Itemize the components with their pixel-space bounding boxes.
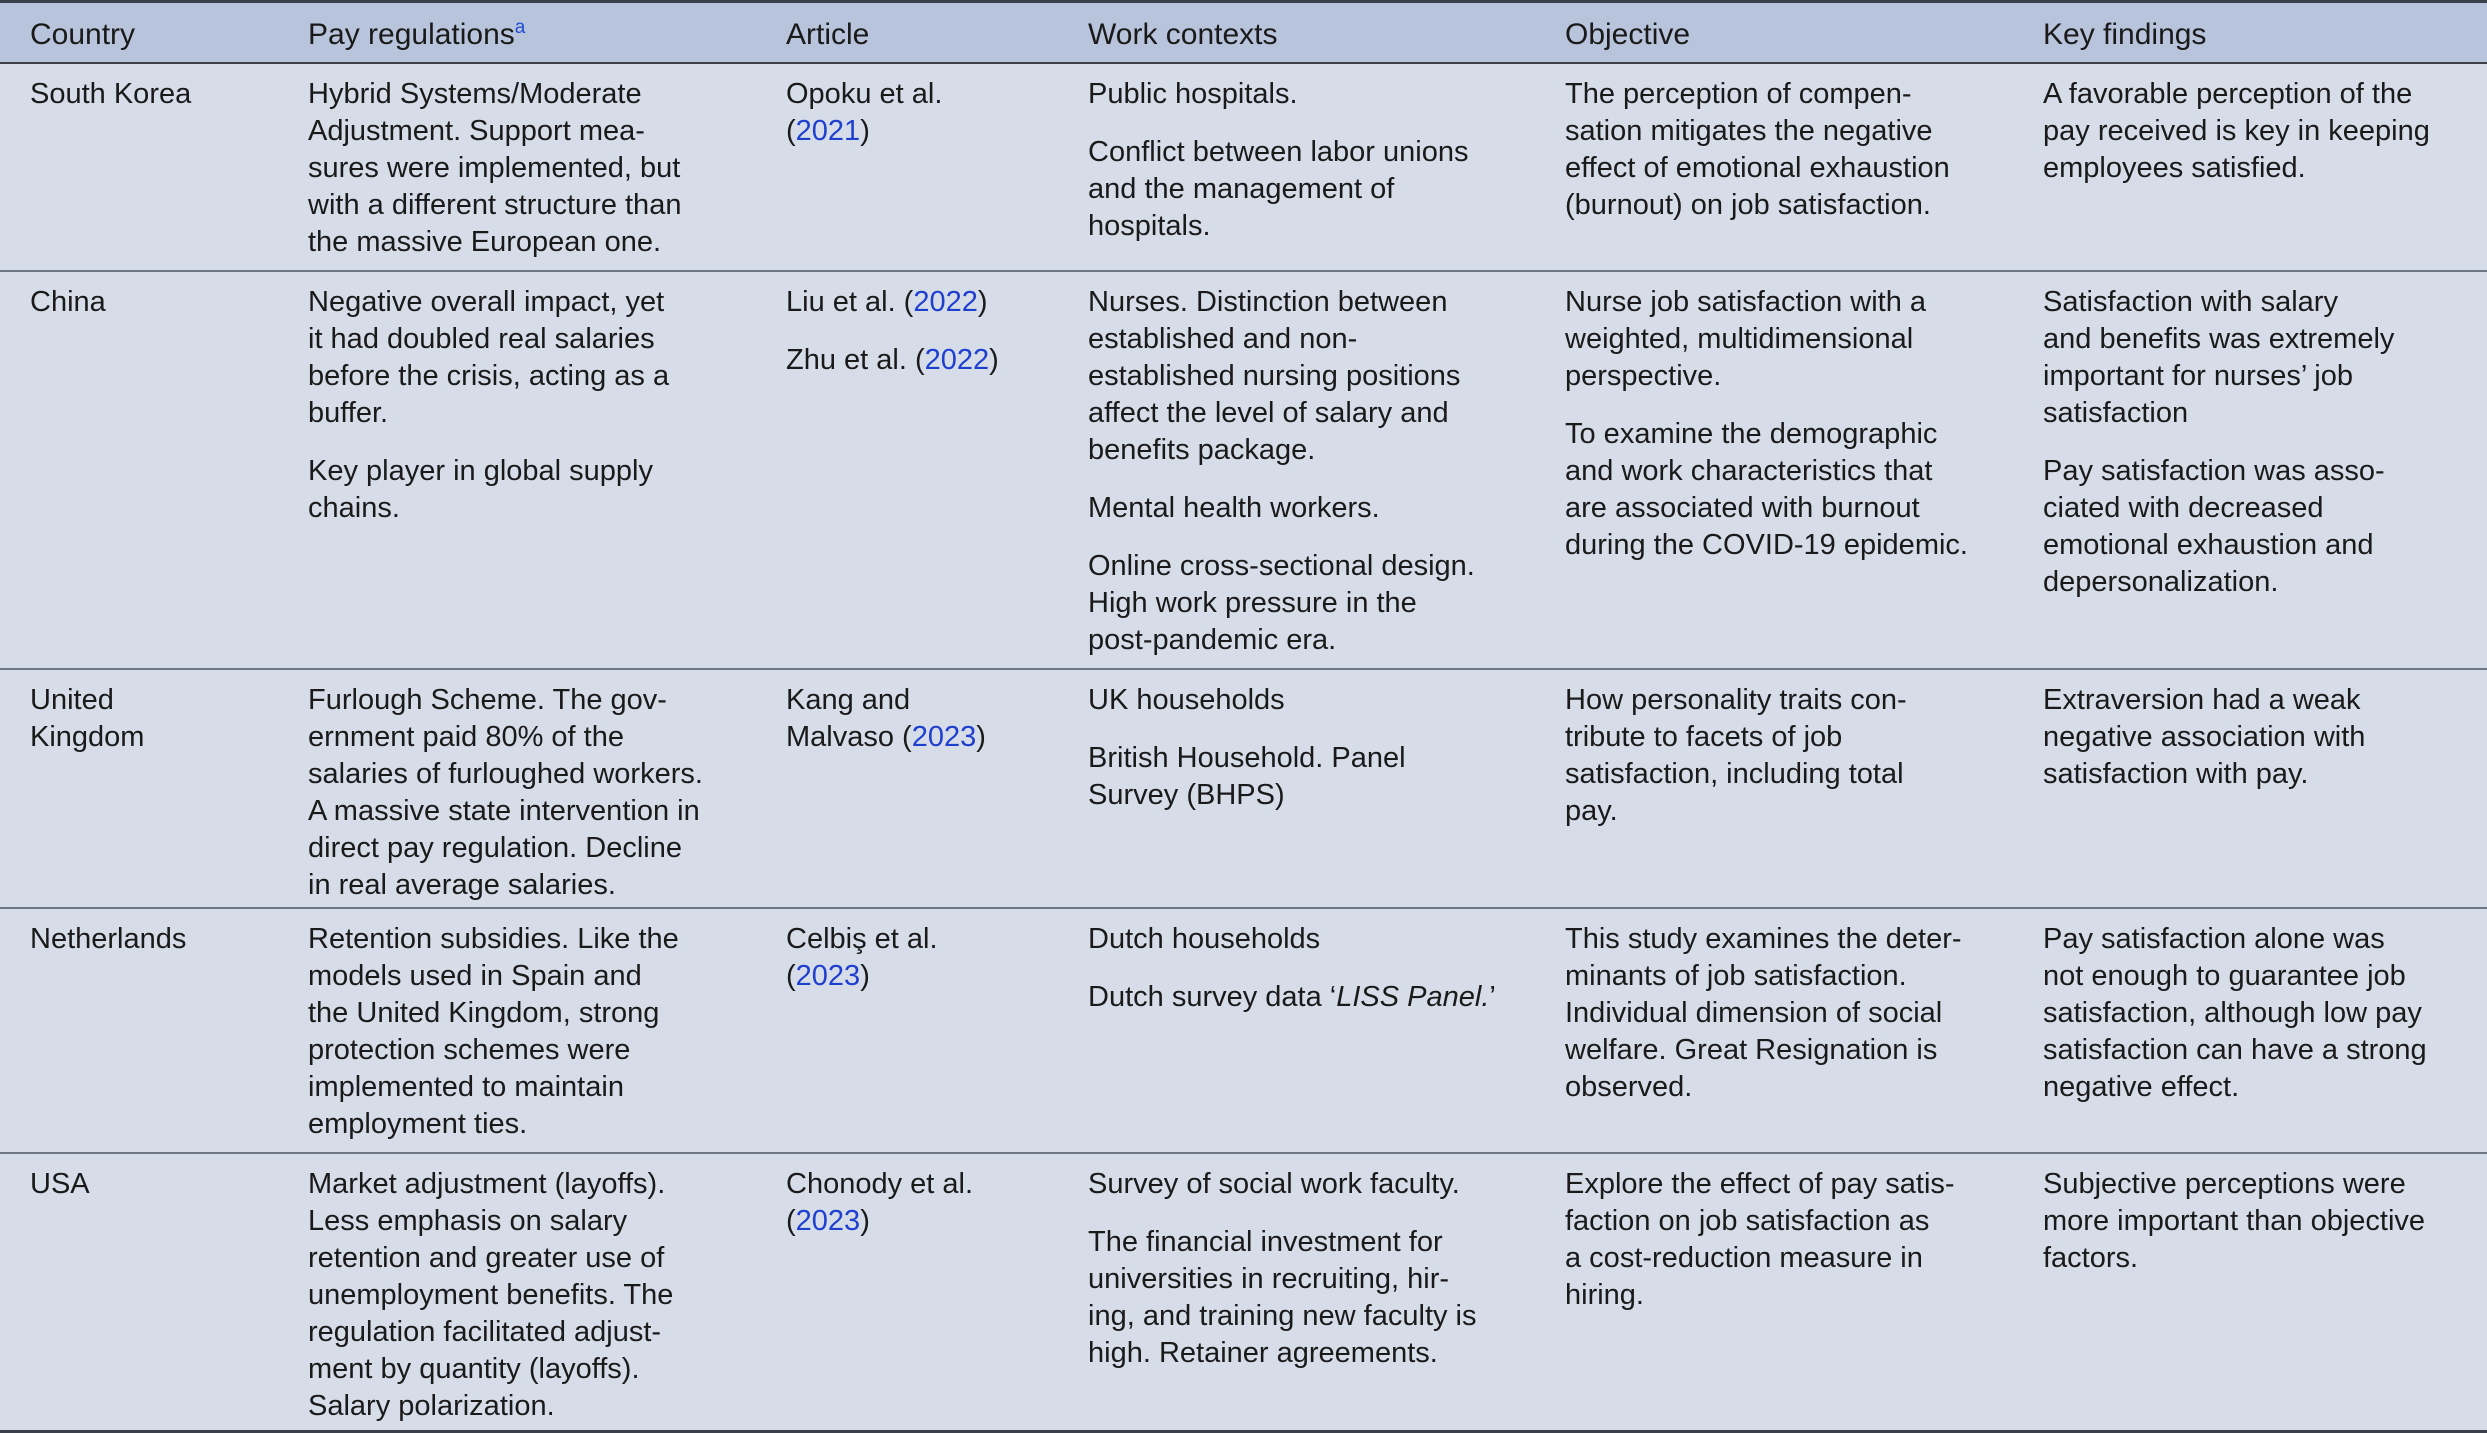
paragraph: Hybrid Systems/Moderate Adjustment. Support mea- sures were implemented, but with a different structure than the massive European one. [308, 78, 682, 258]
header-objective: Objective [1565, 18, 1691, 51]
paragraph: Extraversion had a weak negative association with satisfaction with pay. [2043, 684, 2366, 790]
paragraph: Conflict between labor unions and the management of hospitals. [1088, 136, 1469, 242]
article-cell [786, 284, 1066, 379]
paragraph: How personality traits con- tribute to facets of job satisfaction, including total pay. [1565, 684, 1907, 827]
pay-regulations-cell [308, 682, 768, 904]
country-cell: Netherlands [30, 923, 187, 955]
paragraph: Nurse job satisfaction with a weighted, multidimensional perspective. [1565, 286, 1927, 392]
citation-year-link[interactable]: 2022 [924, 344, 990, 376]
paragraph: Subjective perceptions were more important than objective factors. [2043, 1168, 2426, 1274]
article-cell [786, 76, 1066, 150]
header-article: Article [786, 18, 870, 51]
table-row [0, 64, 2487, 272]
citation-close: ) [860, 115, 870, 147]
paragraph: Furlough Scheme. The gov- ernment paid 80% of the salaries of furloughed workers. A massive state intervention in direct pay regulation. Decline in real average salaries. [308, 684, 703, 901]
citation-year-link[interactable]: 2023 [795, 960, 861, 992]
paragraph: Dutch households [1088, 923, 1321, 955]
country-cell: United Kingdom [30, 684, 145, 753]
citation-year-link[interactable]: 2023 [911, 721, 977, 753]
work-contexts-cell [1088, 921, 1508, 1016]
citation [786, 682, 1066, 756]
work-contexts-cell [1088, 1166, 1508, 1372]
paragraph: This study examines the deter- minants of job satisfaction. Individual dimension of social welfare. Great Resignation is observed. [1565, 923, 1962, 1103]
article-cell [786, 1166, 1066, 1240]
paragraph: British Household. Panel Survey (BHPS) [1088, 742, 1406, 811]
paragraph: Survey of social work faculty. [1088, 1168, 1460, 1200]
paragraph: Negative overall impact, yet it had doubled real salaries before the crisis, acting as a buffer. [308, 286, 670, 429]
header-work-contexts: Work contexts [1088, 18, 1278, 51]
paragraph: A favorable perception of the pay received is key in keeping employees satisfied. [2043, 78, 2430, 184]
paragraph: Nurses. Distinction between established and non- established nursing positions affect the level of salary and benefits package. [1088, 286, 1461, 466]
citation-year-link[interactable]: 2021 [795, 115, 861, 147]
table-row [0, 1154, 2487, 1433]
key-findings-cell [2043, 76, 2473, 187]
paragraph: To examine the demographic and work characteristics that are associated with burnout during the COVID-19 epidemic. [1565, 418, 1968, 561]
paragraph: Satisfaction with salary and benefits was extremely important for nurses’ job satisfaction [2043, 286, 2395, 429]
citation [786, 1166, 1066, 1240]
citation-author: Liu et al. ( [786, 286, 914, 318]
article-cell [786, 682, 1066, 756]
header-country: Country [30, 18, 136, 51]
header-pay-regulations-label: Pay regulations [308, 18, 515, 51]
paragraph: The financial investment for universities in recruiting, hir- ing, and training new faculty is high. Retainer agreements. [1088, 1226, 1477, 1369]
footnote-marker[interactable]: a [514, 17, 526, 38]
work-contexts-cell [1088, 76, 1508, 245]
citation [786, 342, 1066, 379]
key-findings-cell [2043, 1166, 2473, 1277]
citation-author: Celbiş et al. ( [786, 923, 938, 992]
header-pay-regulations [308, 17, 768, 53]
article-cell [786, 921, 1066, 995]
citation [786, 284, 1066, 321]
citation-year-link[interactable]: 2022 [913, 286, 978, 318]
pay-regulations-cell [308, 76, 768, 261]
header-key-findings: Key findings [2043, 18, 2207, 51]
paragraph: The perception of compen- sation mitigates the negative effect of emotional exhaustion (burnout) on job satisfaction. [1565, 78, 1950, 221]
objective-cell [1565, 1166, 1995, 1314]
country-cell: USA [30, 1168, 90, 1200]
paragraph: Online cross-sectional design. High work pressure in the post-pandemic era. [1088, 550, 1475, 656]
paragraph: Public hospitals. [1088, 78, 1298, 110]
citation-author: Chonody et al. ( [786, 1168, 974, 1237]
key-findings-cell [2043, 921, 2473, 1106]
objective-cell [1565, 284, 1995, 564]
key-findings-cell [2043, 284, 2473, 601]
pay-regulations-cell [308, 921, 768, 1143]
survey-prefix: Dutch survey data ‘ [1088, 981, 1337, 1013]
paragraph: Mental health workers. [1088, 492, 1380, 524]
citation-author: Kang and Malvaso ( [786, 684, 912, 753]
objective-cell [1565, 682, 1995, 830]
paragraph: Explore the effect of pay satis- faction on job satisfaction as a cost-reduction measure in hiring. [1565, 1168, 1955, 1311]
objective-cell [1565, 76, 1995, 224]
survey-name: LISS Panel. [1336, 981, 1490, 1013]
table-row [0, 909, 2487, 1154]
table-row [0, 670, 2487, 909]
citation-author: Opoku et al. ( [786, 78, 943, 147]
citation-year-link[interactable]: 2023 [795, 1205, 861, 1237]
key-findings-cell [2043, 682, 2473, 793]
citation-author: Zhu et al. ( [786, 344, 925, 376]
survey-suffix: ’ [1489, 981, 1496, 1013]
citation-close: ) [989, 344, 999, 376]
citation-close: ) [976, 721, 986, 753]
country-cell: South Korea [30, 78, 192, 110]
paragraph [1088, 979, 1508, 1016]
paragraph: UK households [1088, 684, 1285, 716]
work-contexts-cell [1088, 284, 1508, 659]
citation-close: ) [860, 1205, 870, 1237]
paragraph: Retention subsidies. Like the models used in Spain and the United Kingdom, strong protection schemes were implemented to maintain employment ties. [308, 923, 679, 1140]
paragraph: Market adjustment (layoffs). Less emphasis on salary retention and greater use of unemployment benefits. The regulation facilitated adjust- ment by quantity (layoffs). Salary polarization. [308, 1168, 674, 1422]
country-cell: China [30, 286, 106, 318]
work-contexts-cell [1088, 682, 1508, 814]
pay-regulations-cell [308, 284, 768, 527]
objective-cell [1565, 921, 1995, 1106]
citation-close: ) [860, 960, 870, 992]
citation-close: ) [977, 286, 988, 318]
citation [786, 921, 1066, 995]
paragraph: Pay satisfaction was asso- ciated with decreased emotional exhaustion and depersonalization. [2043, 455, 2385, 598]
paragraph: Key player in global supply chains. [308, 455, 653, 524]
citation [786, 76, 1066, 150]
pay-regulations-cell [308, 1166, 768, 1425]
paragraph: Pay satisfaction alone was not enough to guarantee job satisfaction, although low pay satisfaction can have a strong negative effect. [2043, 923, 2427, 1103]
table-header-row [0, 0, 2487, 64]
table-row [0, 272, 2487, 670]
